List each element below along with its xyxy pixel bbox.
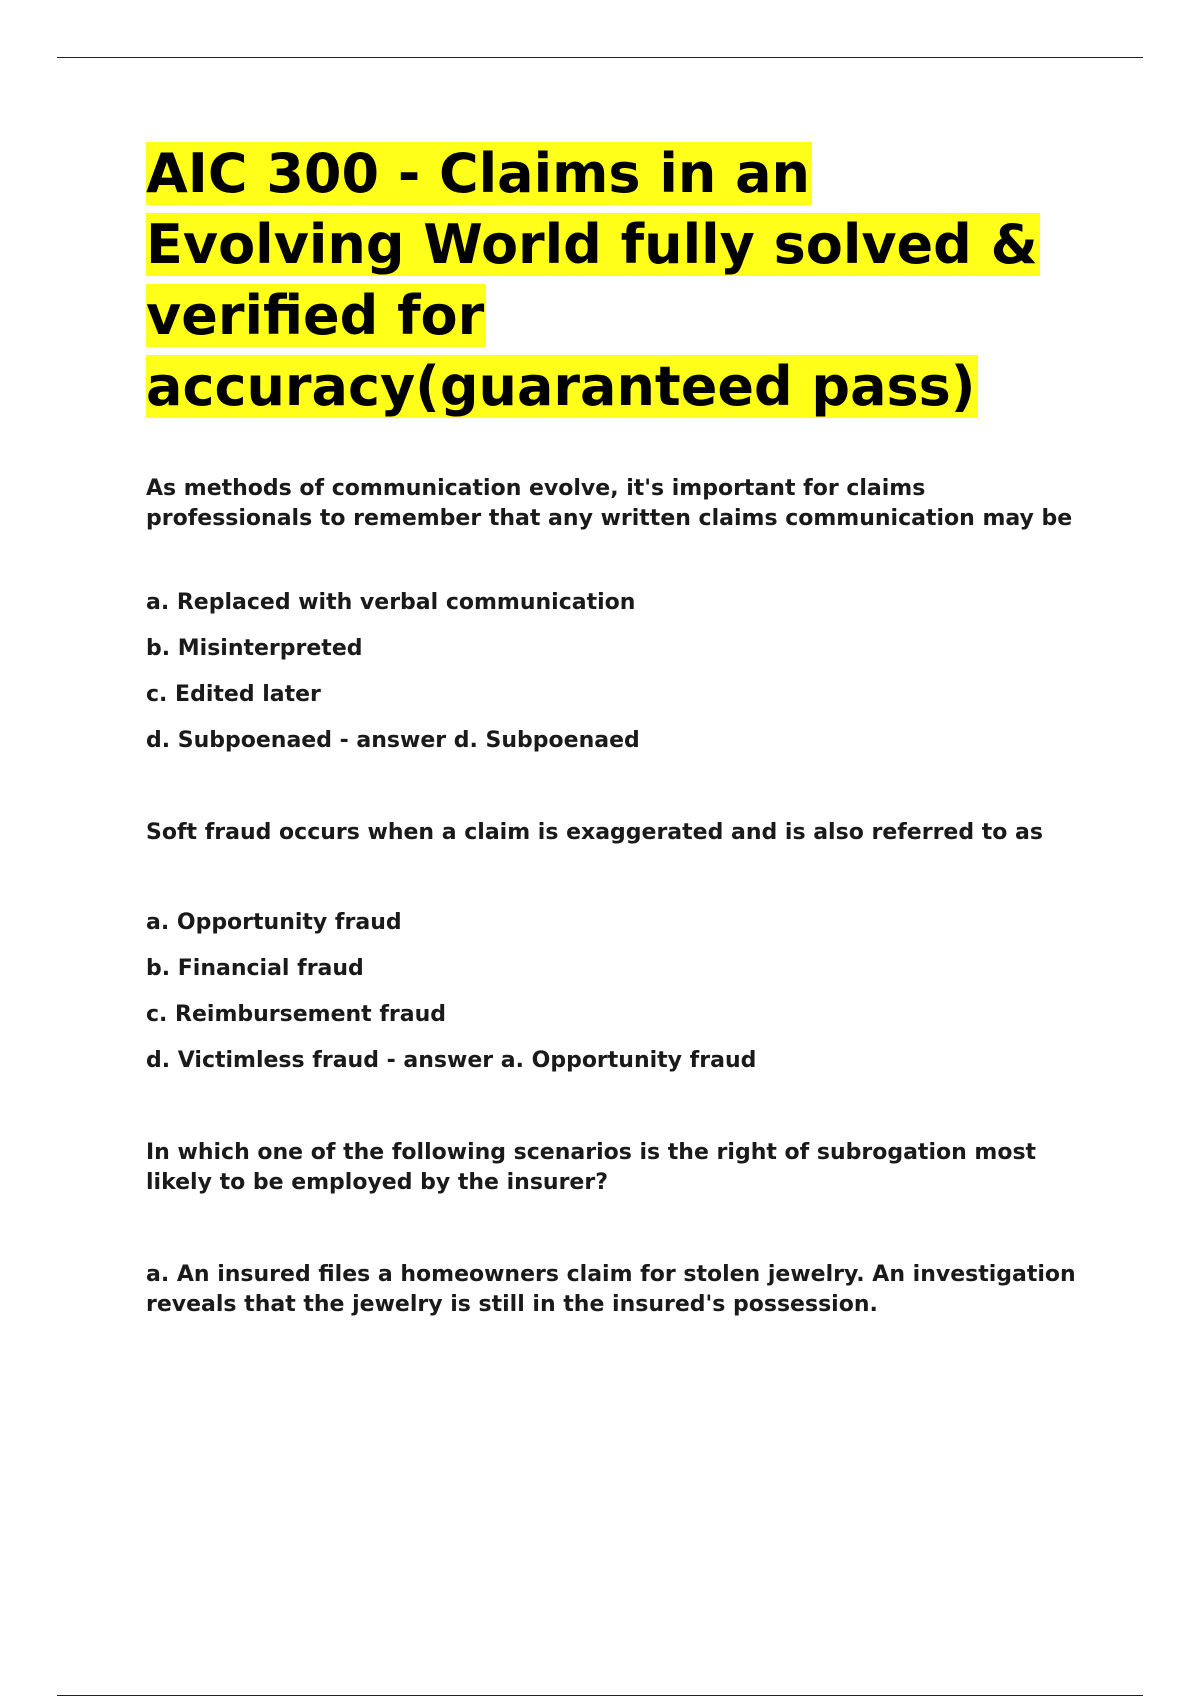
question-1-option-b: b. Misinterpreted	[146, 636, 363, 661]
question-3-option-a: a. An insured files a homeowners claim for stolen jewelry. An investigation reveals that the jewelry is still in the insured's possession.	[146, 1262, 1076, 1317]
question-1-options	[146, 588, 1086, 756]
question-3-prompt: In which one of the following scenarios is the right of subrogation most likely to be employed by the insurer?	[146, 1140, 1037, 1195]
question-3-options	[146, 1260, 1086, 1320]
question-1-prompt: As methods of communication evolve, it's important for claims professionals to remember that any written claims communication may be	[146, 476, 1073, 531]
question-2-option-b: b. Financial fraud	[146, 956, 364, 981]
question-2-option-d: d. Victimless fraud - answer a. Opportunity fraud	[146, 1048, 757, 1073]
document-title	[146, 138, 1086, 422]
question-1-option-c: c. Edited later	[146, 682, 321, 707]
question-1-option-a: a. Replaced with verbal communication	[146, 590, 636, 615]
document-body	[146, 138, 1086, 1336]
title-highlight: AIC 300 - Claims in an Evolving World fully solved & verified for accuracy(guaranteed pass)	[146, 142, 1038, 418]
question-1-option-d: d. Subpoenaed - answer d. Subpoenaed	[146, 728, 640, 753]
top-divider	[57, 57, 1143, 58]
question-2-prompt: Soft fraud occurs when a claim is exaggerated and is also referred to as	[146, 820, 1043, 845]
question-2-option-c: c. Reimbursement fraud	[146, 1002, 447, 1027]
bottom-divider	[57, 1695, 1143, 1696]
question-2-options	[146, 908, 1086, 1076]
question-2-option-a: a. Opportunity fraud	[146, 910, 402, 935]
